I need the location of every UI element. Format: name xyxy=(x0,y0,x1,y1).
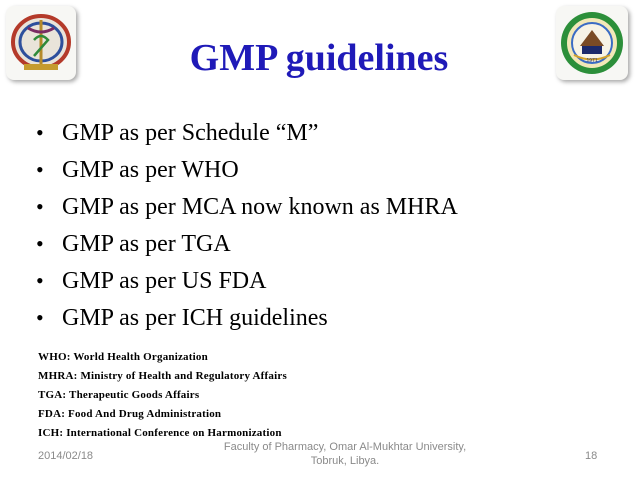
bullet-dot-icon: • xyxy=(36,305,44,330)
bullet-item xyxy=(36,303,458,340)
footer-date: 2014/02/18 xyxy=(38,450,94,462)
bullet-dot-icon: • xyxy=(36,157,44,182)
bullet-item xyxy=(36,155,458,192)
footer-institution-line2: Tobruk, Libya. xyxy=(310,455,380,467)
bullet-item xyxy=(36,229,458,266)
bullet-item xyxy=(36,118,458,155)
footer-institution-line1: Faculty of Pharmacy, Omar Al-Mukhtar University, xyxy=(223,441,467,453)
bullet-text: GMP as per US FDA xyxy=(62,268,267,294)
abbreviation-item: MHRA: Ministry of Health and Regulatory Affairs xyxy=(38,370,287,382)
bullet-list xyxy=(36,118,458,340)
page-number: 18 xyxy=(585,450,598,462)
abbreviation-list xyxy=(38,348,287,443)
bullet-dot-icon: • xyxy=(36,120,44,145)
bullet-text: GMP as per MCA now known as MHRA xyxy=(62,194,458,220)
footer-institution xyxy=(200,440,490,468)
abbreviation-item: WHO: World Health Organization xyxy=(38,351,208,363)
abbreviation-item: FDA: Food And Drug Administration xyxy=(38,408,222,420)
seal-year: 1971 xyxy=(586,58,598,64)
bullet-dot-icon: • xyxy=(36,268,44,293)
bullet-item xyxy=(36,192,458,229)
abbreviation-item: ICH: International Conference on Harmonization xyxy=(38,427,282,439)
bullet-text: GMP as per TGA xyxy=(62,231,231,257)
bullet-item xyxy=(36,266,458,303)
slide-title: GMP guidelines xyxy=(189,37,449,79)
bullet-text: GMP as per ICH guidelines xyxy=(62,305,328,331)
bullet-dot-icon: • xyxy=(36,194,44,219)
bullet-text: GMP as per Schedule “M” xyxy=(62,120,319,146)
abbreviation-item: TGA: Therapeutic Goods Affairs xyxy=(38,389,200,401)
bullet-dot-icon: • xyxy=(36,231,44,256)
bullet-text: GMP as per WHO xyxy=(62,157,239,183)
